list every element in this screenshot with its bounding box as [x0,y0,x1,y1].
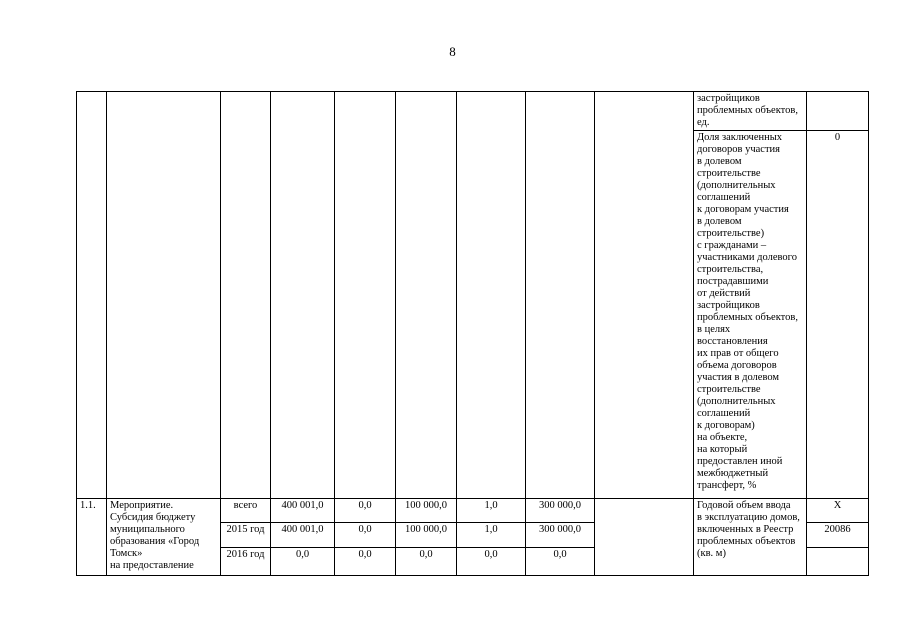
cell-name-empty [107,92,221,499]
indicator-name-cell: Годовой объем ввода в эксплуатацию домов, включенных в Реестр проблемных объектов (кв. м) [694,499,807,576]
total-cell: 400 001,0 [271,499,335,523]
total-cell: 0,0 [271,548,335,576]
source-cell: 0,0 [526,548,595,576]
table-row [77,92,869,131]
source-cell: 300 000,0 [526,523,595,548]
source-cell: 0,0 [335,548,396,576]
measure-number-cell: 1.1. [77,499,107,576]
source-cell: 1,0 [457,499,526,523]
measure-name-cell: Мероприятие. Субсидия бюджету муниципального образования «Город Томск» на предоставление [107,499,221,576]
cell-total-empty [271,92,335,499]
cell-source3-empty [457,92,526,499]
source-cell: 100 000,0 [396,523,457,548]
indicator-value-cell [807,548,869,576]
cell-number-empty [77,92,107,499]
program-table [76,91,869,576]
indicator-value-cell: Х [807,499,869,523]
table-row [77,499,869,523]
source-cell: 0,0 [335,523,396,548]
indicator-value-cell: 20086 [807,523,869,548]
source-cell: 0,0 [335,499,396,523]
source-cell: 1,0 [457,523,526,548]
page-number: 8 [449,44,456,59]
period-cell: 2015 год [221,523,271,548]
cell-source2-empty [396,92,457,499]
indicator-name-cell: Доля заключенных договоров участия в долевом строительстве (дополнительных соглашений к договорам участия в долевом строительстве) с гражданами – участниками долевого строительства, пострадавшими от действий застройщиков проблемных объектов, в целях восстановления их прав от общего объема договоров участия в долевом строительстве (дополнительных соглашений к договорам) на объекте, на который предоставлен иной межбюджетный трансферт, % [694,131,807,499]
cell-period-empty [221,92,271,499]
cell-executor-empty [595,92,694,499]
total-cell: 400 001,0 [271,523,335,548]
indicator-value-cell: 0 [807,131,869,499]
source-cell: 0,0 [396,548,457,576]
source-cell: 300 000,0 [526,499,595,523]
cell-source1-empty [335,92,396,499]
indicator-name-cell: застройщиков проблемных объектов, ед. [694,92,807,131]
program-table-container [76,91,869,576]
indicator-value-cell [807,92,869,131]
cell-source4-empty [526,92,595,499]
source-cell: 0,0 [457,548,526,576]
source-cell: 100 000,0 [396,499,457,523]
period-cell: всего [221,499,271,523]
period-cell: 2016 год [221,548,271,576]
executor-cell [595,499,694,576]
